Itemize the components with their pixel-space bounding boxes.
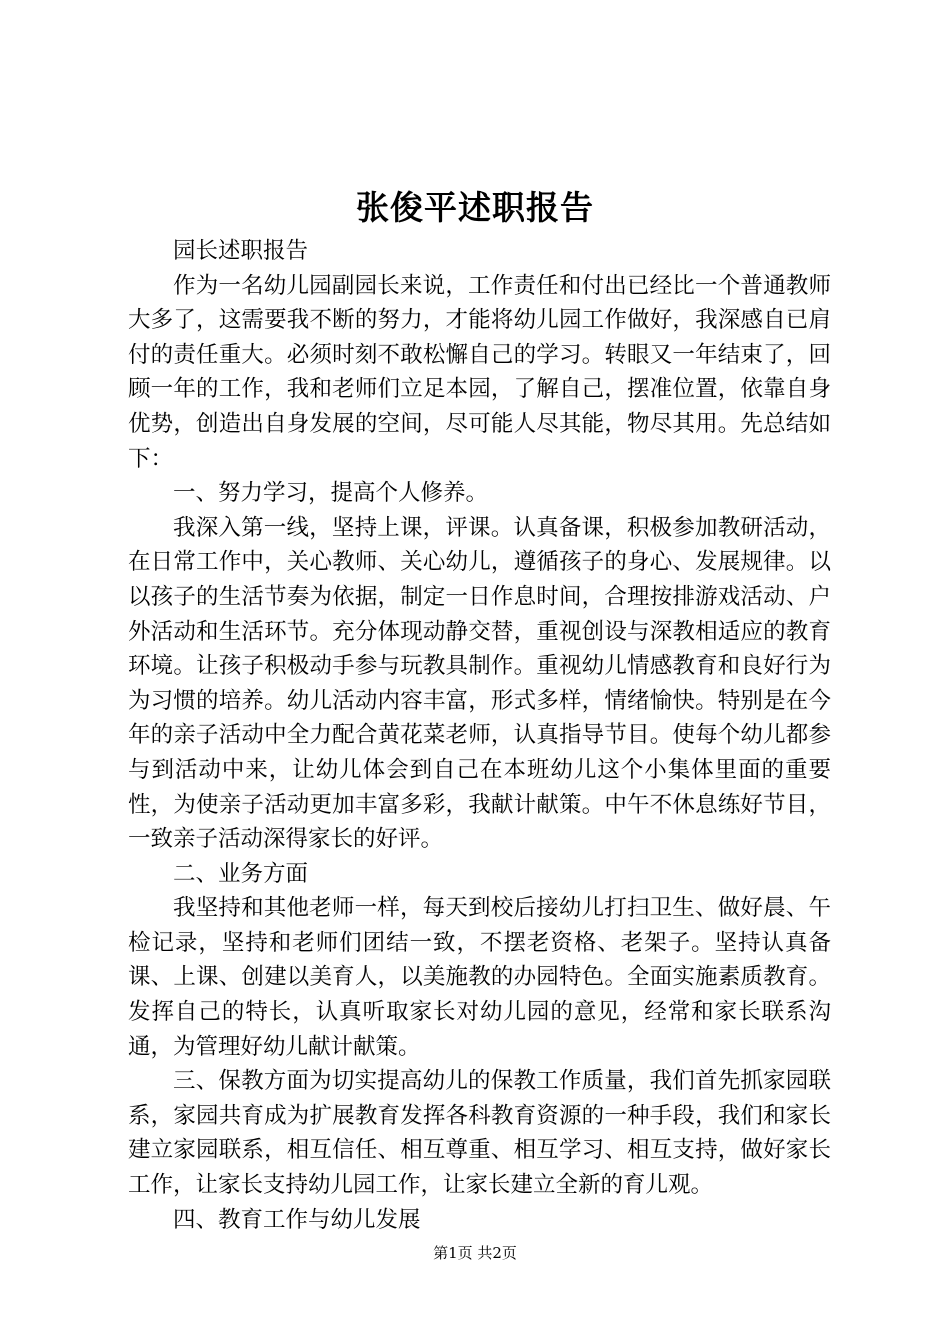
paragraph-section-2: 我坚持和其他老师一样，每天到校后接幼儿打扫卫生、做好晨、午检记录，坚持和老师们团结一致，不摆老资格、老架子。坚持认真备课、上课、创建以美育人，以美施教的办园特色。全面实施素质教育。发挥自己的特长，认真听取家长对幼儿园的意见，经常和家长联系沟通，为管理好幼儿献计献策。 (128, 895, 831, 1060)
paragraph-intro: 作为一名幼儿园副园长来说，工作责任和付出已经比一个普通教师大多了，这需要我不断的努力，才能将幼儿园工作做好，我深感自已肩付的责任重大。必须时刻不敢松懈自己的学习。转眼又一年结束了，回顾一年的工作，我和老师们立足本园，了解自己，摆准位置，依靠自身优势，创造出自身发展的空间，尽可能人尽其能，物尽其用。先总结如下： (128, 272, 831, 472)
document-body (128, 234, 831, 1237)
section-heading-1: 一、努力学习，提高个人修养。 (173, 480, 489, 507)
paragraph-section-3: 三、保教方面为切实提高幼儿的保教工作质量，我们首先抓家园联系，家园共育成为扩展教育发挥各科教育资源的一种手段，我们和家长建立家园联系，相互信任、相互尊重、相互学习、相互支持，做好家长工作，让家长支持幼儿园工作，让家长建立全新的育儿观。 (128, 1068, 831, 1199)
paragraph-subtitle: 园长述职报告 (173, 238, 309, 264)
page-number-footer: 第1页 共2页 (433, 1244, 517, 1262)
section-heading-4: 四、教育工作与幼儿发展 (173, 1206, 421, 1233)
section-heading-2: 二、业务方面 (173, 860, 309, 887)
paragraph-section-1: 我深入第一线，坚持上课，评课。认真备课，积极参加教研活动，在日常工作中，关心教师、关心幼儿，遵循孩子的身心、发展规律。以以孩子的生活节奏为依据，制定一日作息时间，合理按排游戏活动、户外活动和生活环节。充分体现动静交替，重视创设与深教相适应的教育环境。让孩子积极动手参与玩教具制作。重视幼儿情感教育和良好行为为习惯的培养。幼儿活动内容丰富，形式多样，情绪愉快。特别是在今年的亲子活动中全力配合黄花菜老师，认真指导节目。使每个幼儿都参与到活动中来，让幼儿体会到自己在本班幼儿这个小集体里面的重要性，为使亲子活动更加丰富多彩，我献计献策。中午不休息练好节目，一致亲子活动深得家长的好评。 (128, 514, 831, 853)
document-title: 张俊平述职报告 (356, 188, 594, 227)
